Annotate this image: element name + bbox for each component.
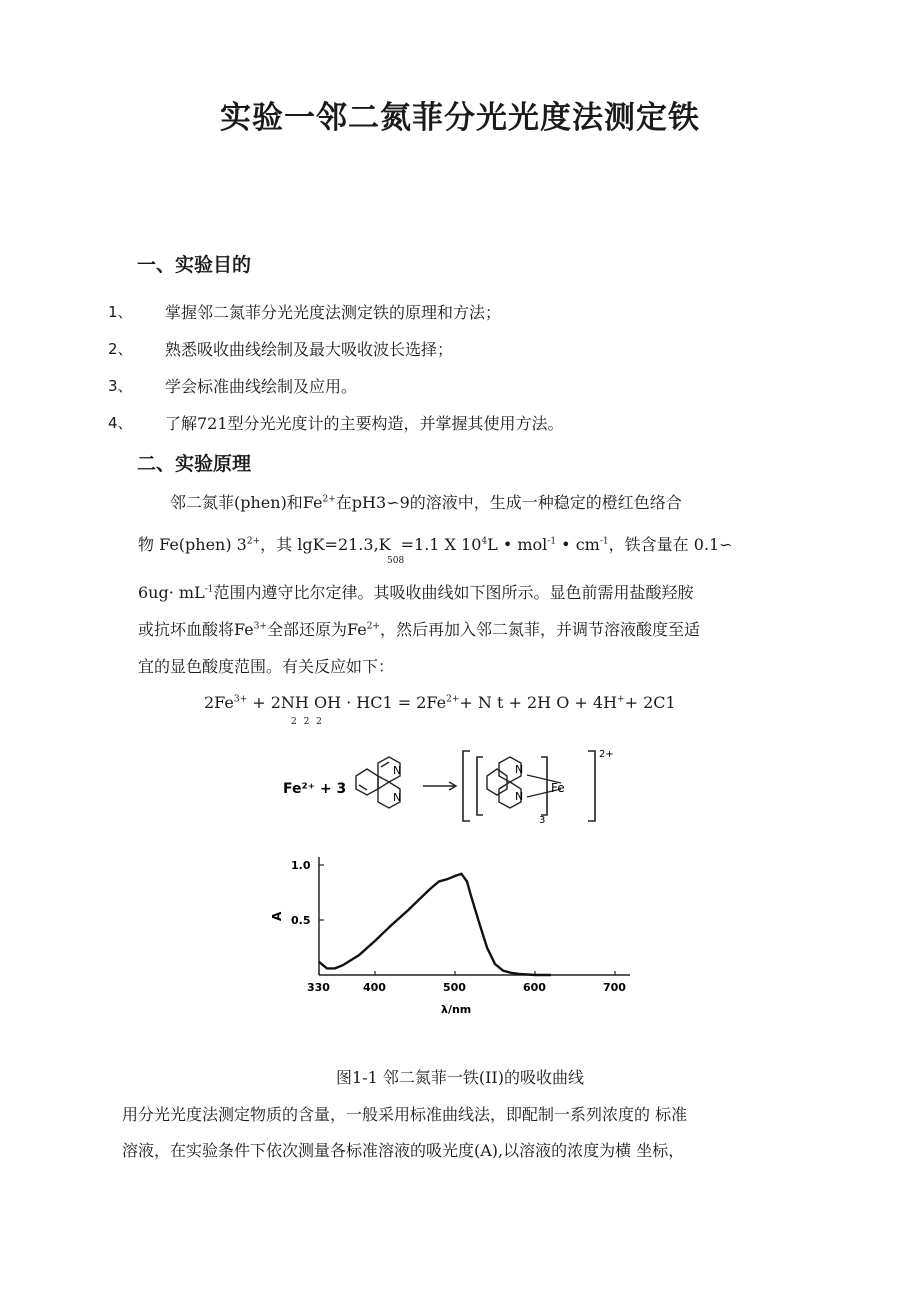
paragraph-line <box>138 617 700 640</box>
superscript: 3+ <box>233 694 248 705</box>
text-span: 或抗坏血酸将Fe <box>138 620 254 639</box>
list-item-text: 熟悉吸收曲线绘制及最大吸收波长选择； <box>165 340 454 359</box>
stoichiometry-subscript: 3 <box>539 815 546 826</box>
text-span: 全部还原为Fe <box>266 620 367 639</box>
superscript: 3+ <box>253 621 267 632</box>
superscript: -1 <box>204 584 214 595</box>
text-span: ，其 lgK=21.3,K <box>260 535 391 554</box>
text-span: 邻二氮菲(phen)和Fe <box>170 493 323 512</box>
list-item-number: 3、 <box>108 377 133 395</box>
paragraph-line <box>138 532 733 555</box>
text-span: ，然后再加入邻二氮菲，并调节溶液酸度至适 <box>379 620 700 639</box>
x-tick-label: 330 <box>307 981 330 994</box>
nitrogen-label: N <box>515 763 524 776</box>
paragraph-line <box>170 490 682 513</box>
text-span: ，铁含量在 0.1∽ <box>608 535 733 554</box>
iron-label: Fe <box>551 781 565 795</box>
paragraph-line: 用分光光度法测定物质的含量，一般采用标准曲线法，即配制一系列浓度的 标准 <box>122 1105 688 1124</box>
text-span: 在pH3∽9的溶液中，生成一种稳定的橙红色络合 <box>335 493 682 512</box>
text-span: + 2C1 <box>624 693 676 712</box>
superscript: 2+ <box>322 494 336 505</box>
text-span: 6ug· mL <box>138 583 205 602</box>
superscript: 2+ <box>366 621 380 632</box>
equation-subscripts: 2 2 2 <box>291 717 324 727</box>
superscript: + <box>617 694 625 705</box>
y-tick-label: 1.0 <box>291 859 311 872</box>
list-item-text: 了解721型分光光度计的主要构造，并掌握其使用方法。 <box>165 414 564 433</box>
superscript: 2+ <box>246 536 261 547</box>
x-tick-label: 500 <box>443 981 466 994</box>
x-tick-label: 400 <box>363 981 386 994</box>
paragraph-line: 溶液，在实验条件下依次测量各标准溶液的吸光度(A),以溶液的浓度为横 坐标， <box>122 1141 685 1160</box>
axis-ticks <box>291 859 626 994</box>
absorption-curve-chart <box>265 845 640 1025</box>
superscript: 4 <box>481 536 488 547</box>
list-item-number: 2、 <box>108 340 133 358</box>
subscript-508: 508 <box>387 556 405 566</box>
reaction-equation <box>204 693 676 712</box>
text-span: L • mol <box>487 535 548 554</box>
reactant-label: Fe²⁺ + 3 <box>283 781 347 797</box>
list-item-number: 1、 <box>108 303 133 321</box>
phenanthroline-reaction-diagram <box>275 745 620 830</box>
nitrogen-label: N <box>393 791 402 804</box>
text-span: 物 Fe(phen) 3 <box>138 535 247 554</box>
superscript: -1 <box>547 536 557 547</box>
text-span: 范围内遵守比尔定律。其吸收曲线如下图所示。显色前需用盐酸羟胺 <box>213 583 694 602</box>
reaction-arrow <box>423 782 456 790</box>
nitrogen-label: N <box>515 790 524 803</box>
section-heading-principle: 二、实验原理 <box>137 453 252 475</box>
text-span: + N t + 2H O + 4H <box>459 693 618 712</box>
y-axis-label: A <box>270 911 284 921</box>
charge-label: 2+ <box>599 749 614 760</box>
text-span: =1.1 X 10 <box>400 535 482 554</box>
paragraph-line: 宜的显色酸度范围。有关反应如下： <box>138 657 395 676</box>
list-item-text: 学会标准曲线绘制及应用。 <box>165 377 358 396</box>
list-item-number: 4、 <box>108 414 133 432</box>
x-tick-label: 600 <box>523 981 546 994</box>
paragraph-line <box>138 580 694 603</box>
y-tick-label: 0.5 <box>291 914 311 927</box>
list-item-text: 掌握邻二氮菲分光光度法测定铁的原理和方法； <box>165 303 502 322</box>
series-line <box>319 874 551 975</box>
superscript: -1 <box>599 536 609 547</box>
complex-brackets <box>463 751 595 821</box>
x-tick-label: 700 <box>603 981 626 994</box>
text-span: • cm <box>556 535 600 554</box>
nitrogen-label: N <box>393 764 402 777</box>
text-span: + 2NH OH · HC1 = 2Fe <box>247 693 447 712</box>
complex-ligand-structure <box>487 757 561 808</box>
figure-caption: 图1-1 邻二氮菲一铁(II)的吸收曲线 <box>336 1068 584 1087</box>
section-heading-objectives: 一、实验目的 <box>137 254 252 276</box>
page-title: 实验一邻二氮菲分光光度法测定铁 <box>220 100 700 136</box>
superscript: 2+ <box>446 694 460 705</box>
text-span: 2Fe <box>204 693 234 712</box>
x-axis-label: λ/nm <box>441 1003 472 1016</box>
